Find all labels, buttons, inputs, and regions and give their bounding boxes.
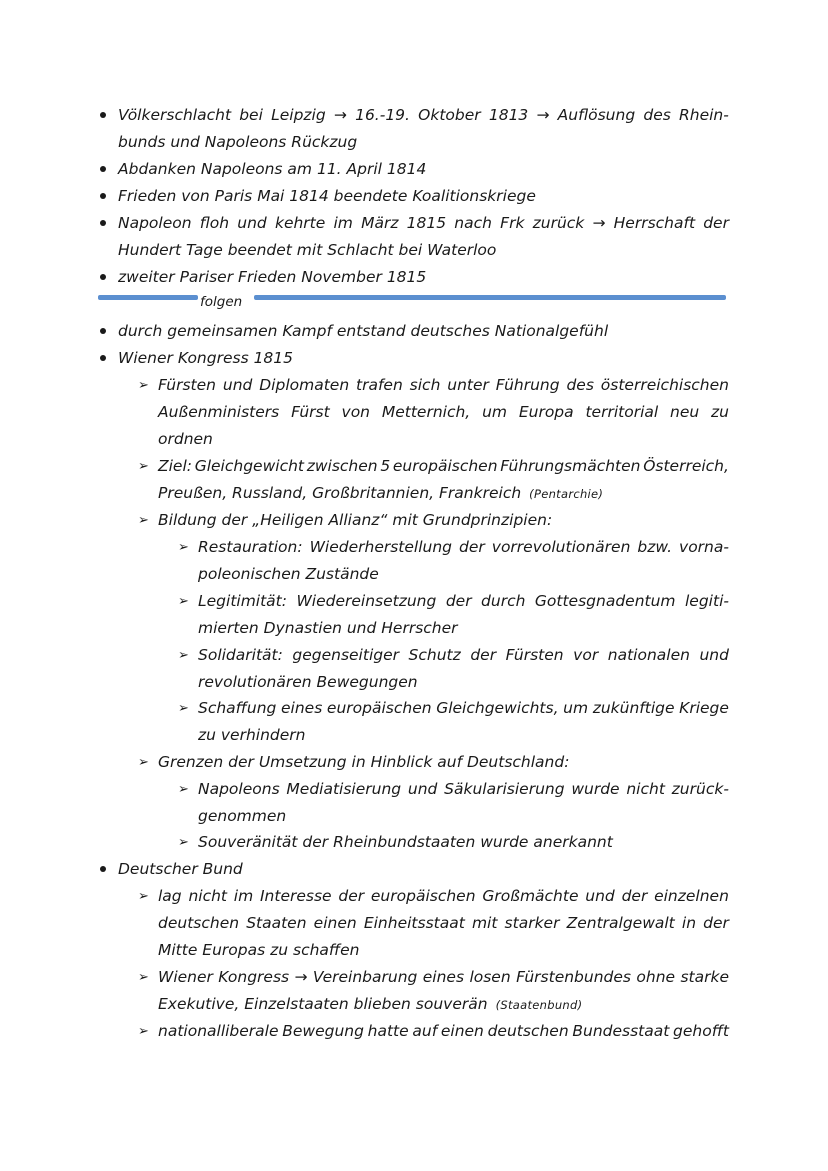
word: einen <box>313 914 357 932</box>
word: vor <box>573 646 599 664</box>
word: territorial <box>585 403 659 421</box>
word: des <box>566 376 594 394</box>
text-line <box>158 453 729 480</box>
word: Wiener <box>158 968 213 986</box>
bullet-arrow-icon: ➢ <box>138 459 149 474</box>
bullet-arrow-icon: ➢ <box>178 648 189 663</box>
word: Restauration: <box>198 538 303 556</box>
word: nationalliberale <box>158 1022 279 1040</box>
text-line <box>158 507 552 534</box>
bullet-dot-icon <box>100 193 106 199</box>
word: Rhein- <box>679 106 729 124</box>
word: → <box>536 106 550 124</box>
word: wurde <box>571 780 620 798</box>
text-line <box>158 883 729 910</box>
line-text: poleonischen Zustände <box>198 565 379 583</box>
bullet-dot-icon <box>100 274 106 280</box>
line-text: Exekutive, Einzelstaaten blieben souverän <box>158 995 488 1013</box>
word: im <box>333 214 353 232</box>
line-text: Deutscher Bund <box>118 860 243 878</box>
word: starke <box>680 968 729 986</box>
line-text: Wiener Kongress 1815 <box>118 349 294 367</box>
word: Gottesgnadentum <box>534 592 676 610</box>
word: europäischen <box>370 887 476 905</box>
text-line <box>118 345 293 372</box>
line-text: Bildung der „Heiligen Allianz“ mit Grundprinzipien: <box>158 511 553 529</box>
word: hatte <box>367 1022 409 1040</box>
word: mit <box>471 914 498 932</box>
word: im <box>233 887 254 905</box>
word: der <box>459 538 485 556</box>
word: europäischen <box>392 457 498 475</box>
word: eines <box>422 968 465 986</box>
text-line <box>118 183 536 210</box>
word: Fürstenbundes <box>516 968 631 986</box>
bullet-arrow-icon: ➢ <box>138 378 149 393</box>
word: nationalen <box>607 646 690 664</box>
bullet-arrow-icon: ➢ <box>138 513 149 528</box>
text-line <box>118 856 243 883</box>
bullet-dot-icon <box>100 220 106 226</box>
word: nicht <box>626 780 665 798</box>
bullet-dot-icon <box>100 112 106 118</box>
word: vorna- <box>679 538 729 556</box>
word: Wiederherstellung <box>309 538 453 556</box>
word: der <box>703 214 729 232</box>
word: österreichischen <box>600 376 729 394</box>
word: in <box>681 914 697 932</box>
text-line <box>198 615 458 642</box>
word: Metternich, <box>381 403 471 421</box>
text-line <box>118 129 357 156</box>
word: Gleichgewicht <box>194 457 304 475</box>
word: Schaffung <box>198 699 277 717</box>
word: Bewegung <box>282 1022 364 1040</box>
word: → <box>592 214 606 232</box>
word: Fürsten <box>158 376 216 394</box>
word: Napoleon <box>118 214 192 232</box>
word: durch <box>481 592 526 610</box>
word: Fürsten <box>505 646 564 664</box>
word: Völkerschlacht <box>118 106 232 124</box>
word: sich <box>409 376 441 394</box>
text-line <box>158 1018 729 1045</box>
word: und <box>237 214 267 232</box>
word: Einheitsstaat <box>363 914 465 932</box>
text-line <box>158 480 603 507</box>
word: Wiedereinsetzung <box>296 592 437 610</box>
divider-line-right <box>254 295 726 300</box>
word: Staaten <box>246 914 307 932</box>
word: des <box>643 106 671 124</box>
line-text: mierten Dynastien und Herrscher <box>198 619 458 637</box>
word: Fürst <box>291 403 330 421</box>
text-line <box>198 829 613 856</box>
word: einen <box>440 1022 484 1040</box>
word: deutschen <box>158 914 240 932</box>
text-line <box>198 588 729 615</box>
line-text: Abdanken Napoleons am 11. April 1814 <box>118 160 427 178</box>
word: Legitimität: <box>198 592 287 610</box>
word: 5 <box>380 457 391 475</box>
word: um <box>563 699 589 717</box>
word: unter <box>447 376 489 394</box>
text-line <box>158 749 569 776</box>
word: floh <box>199 214 230 232</box>
word: bzw. <box>637 538 673 556</box>
word: der <box>445 592 472 610</box>
word: legiti- <box>685 592 729 610</box>
line-text: Frieden von Paris Mai 1814 beendete Koalitionskriege <box>118 187 536 205</box>
text-line <box>158 910 729 937</box>
word: Kriege <box>679 699 729 717</box>
word: starker <box>504 914 560 932</box>
text-line <box>198 803 286 830</box>
bullet-arrow-icon: ➢ <box>178 782 189 797</box>
note-text: (Staatenbund) <box>495 998 583 1012</box>
word: der <box>703 914 729 932</box>
word: europäischen <box>326 699 432 717</box>
word: Gleichgewichts, <box>436 699 559 717</box>
word: Führungsmächten <box>500 457 641 475</box>
line-text: zweiter Pariser Frieden November 1815 <box>118 268 427 286</box>
word: Napoleons <box>198 780 280 798</box>
line-text: ordnen <box>158 430 213 448</box>
word: deutschen <box>487 1022 569 1040</box>
word: einzelnen <box>654 887 729 905</box>
word: losen <box>469 968 511 986</box>
word: 1815 <box>406 214 447 232</box>
text-line <box>198 722 306 749</box>
bullet-arrow-icon: ➢ <box>178 835 189 850</box>
word: Außenministers <box>158 403 280 421</box>
word: und <box>699 646 729 664</box>
bullet-arrow-icon: ➢ <box>138 889 149 904</box>
bullet-arrow-icon: ➢ <box>138 970 149 985</box>
text-line <box>158 399 729 426</box>
word: → <box>294 968 308 986</box>
text-line <box>158 937 359 964</box>
line-text: bunds und Napoleons Rückzug <box>118 133 358 151</box>
word: Solidarität: <box>198 646 283 664</box>
text-line <box>118 102 729 129</box>
word: ohne <box>636 968 676 986</box>
word: 1813 <box>488 106 529 124</box>
bullet-dot-icon <box>100 328 106 334</box>
text-line <box>158 372 729 399</box>
divider-label: folgen <box>200 294 243 310</box>
text-line <box>158 991 582 1018</box>
bullet-arrow-icon: ➢ <box>178 701 189 716</box>
word: Leipzig <box>271 106 326 124</box>
word: der <box>621 887 648 905</box>
text-line <box>118 237 496 264</box>
word: der <box>470 646 497 664</box>
word: und <box>222 376 253 394</box>
word: Auflösung <box>557 106 636 124</box>
word: vorrevolutionären <box>491 538 631 556</box>
word: März <box>361 214 399 232</box>
word: Kongress <box>218 968 290 986</box>
word: Führung <box>495 376 560 394</box>
word: Vereinbarung <box>312 968 418 986</box>
word: Säkularisierung <box>444 780 565 798</box>
text-line <box>198 776 729 803</box>
word: und <box>585 887 615 905</box>
word: kehrte <box>274 214 326 232</box>
word: eines <box>281 699 323 717</box>
text-line <box>118 210 729 237</box>
word: → <box>333 106 347 124</box>
word: zurück <box>532 214 585 232</box>
word: und <box>407 780 438 798</box>
text-line <box>198 534 729 561</box>
word: 16.-19. <box>355 106 410 124</box>
divider-line-left <box>98 295 198 300</box>
text-line <box>118 156 426 183</box>
text-line <box>158 426 213 453</box>
word: von <box>341 403 371 421</box>
word: Schutz <box>408 646 461 664</box>
word: der <box>338 887 365 905</box>
line-text: genommen <box>198 807 287 825</box>
line-text: zu verhindern <box>198 726 306 744</box>
word: Interesse <box>259 887 332 905</box>
word: Frk <box>500 214 525 232</box>
word: Diplomaten <box>259 376 350 394</box>
word: um <box>482 403 507 421</box>
word: bei <box>239 106 263 124</box>
bullet-arrow-icon: ➢ <box>138 1024 149 1039</box>
line-text: Hundert Tage beendet mit Schlacht bei Waterloo <box>118 241 497 259</box>
word: Europa <box>518 403 574 421</box>
text-line <box>158 964 729 991</box>
word: Herrschaft <box>613 214 696 232</box>
text-line <box>198 561 379 588</box>
word: zu <box>711 403 729 421</box>
line-text: Mitte Europas zu schaffen <box>158 941 360 959</box>
line-text: revolutionären Bewegungen <box>198 673 418 691</box>
text-line <box>198 695 729 722</box>
bullet-arrow-icon: ➢ <box>138 755 149 770</box>
bullet-dot-icon <box>100 166 106 172</box>
text-line <box>118 318 608 345</box>
line-text: durch gemeinsamen Kampf entstand deutsches Nationalgefühl <box>118 322 609 340</box>
note-text: (Pentarchie) <box>529 487 604 501</box>
text-line <box>198 642 729 669</box>
bullet-dot-icon <box>100 355 106 361</box>
word: Österreich, <box>643 457 729 475</box>
bullet-arrow-icon: ➢ <box>178 594 189 609</box>
word: Ziel: <box>158 457 192 475</box>
word: Bundesstaat <box>572 1022 670 1040</box>
word: auf <box>412 1022 438 1040</box>
word: Oktober <box>418 106 481 124</box>
word: zwischen <box>306 457 378 475</box>
word: neu <box>670 403 700 421</box>
word: Mediatisierung <box>286 780 402 798</box>
word: gegenseitiger <box>292 646 399 664</box>
word: Zentralgewalt <box>566 914 675 932</box>
word: nach <box>454 214 492 232</box>
word: gehofft <box>673 1022 729 1040</box>
line-text: Preußen, Russland, Großbritannien, Frankreich <box>158 484 522 502</box>
word: lag <box>158 887 182 905</box>
text-line <box>118 264 426 291</box>
line-text: Souveränität der Rheinbundstaaten wurde anerkannt <box>198 833 613 851</box>
line-text: Grenzen der Umsetzung in Hinblick auf Deutschland: <box>158 753 570 771</box>
text-line <box>198 669 418 696</box>
word: zukünftige <box>592 699 675 717</box>
word: trafen <box>356 376 403 394</box>
bullet-dot-icon <box>100 866 106 872</box>
word: Großmächte <box>482 887 579 905</box>
word: zurück- <box>671 780 729 798</box>
word: nicht <box>188 887 227 905</box>
bullet-arrow-icon: ➢ <box>178 540 189 555</box>
